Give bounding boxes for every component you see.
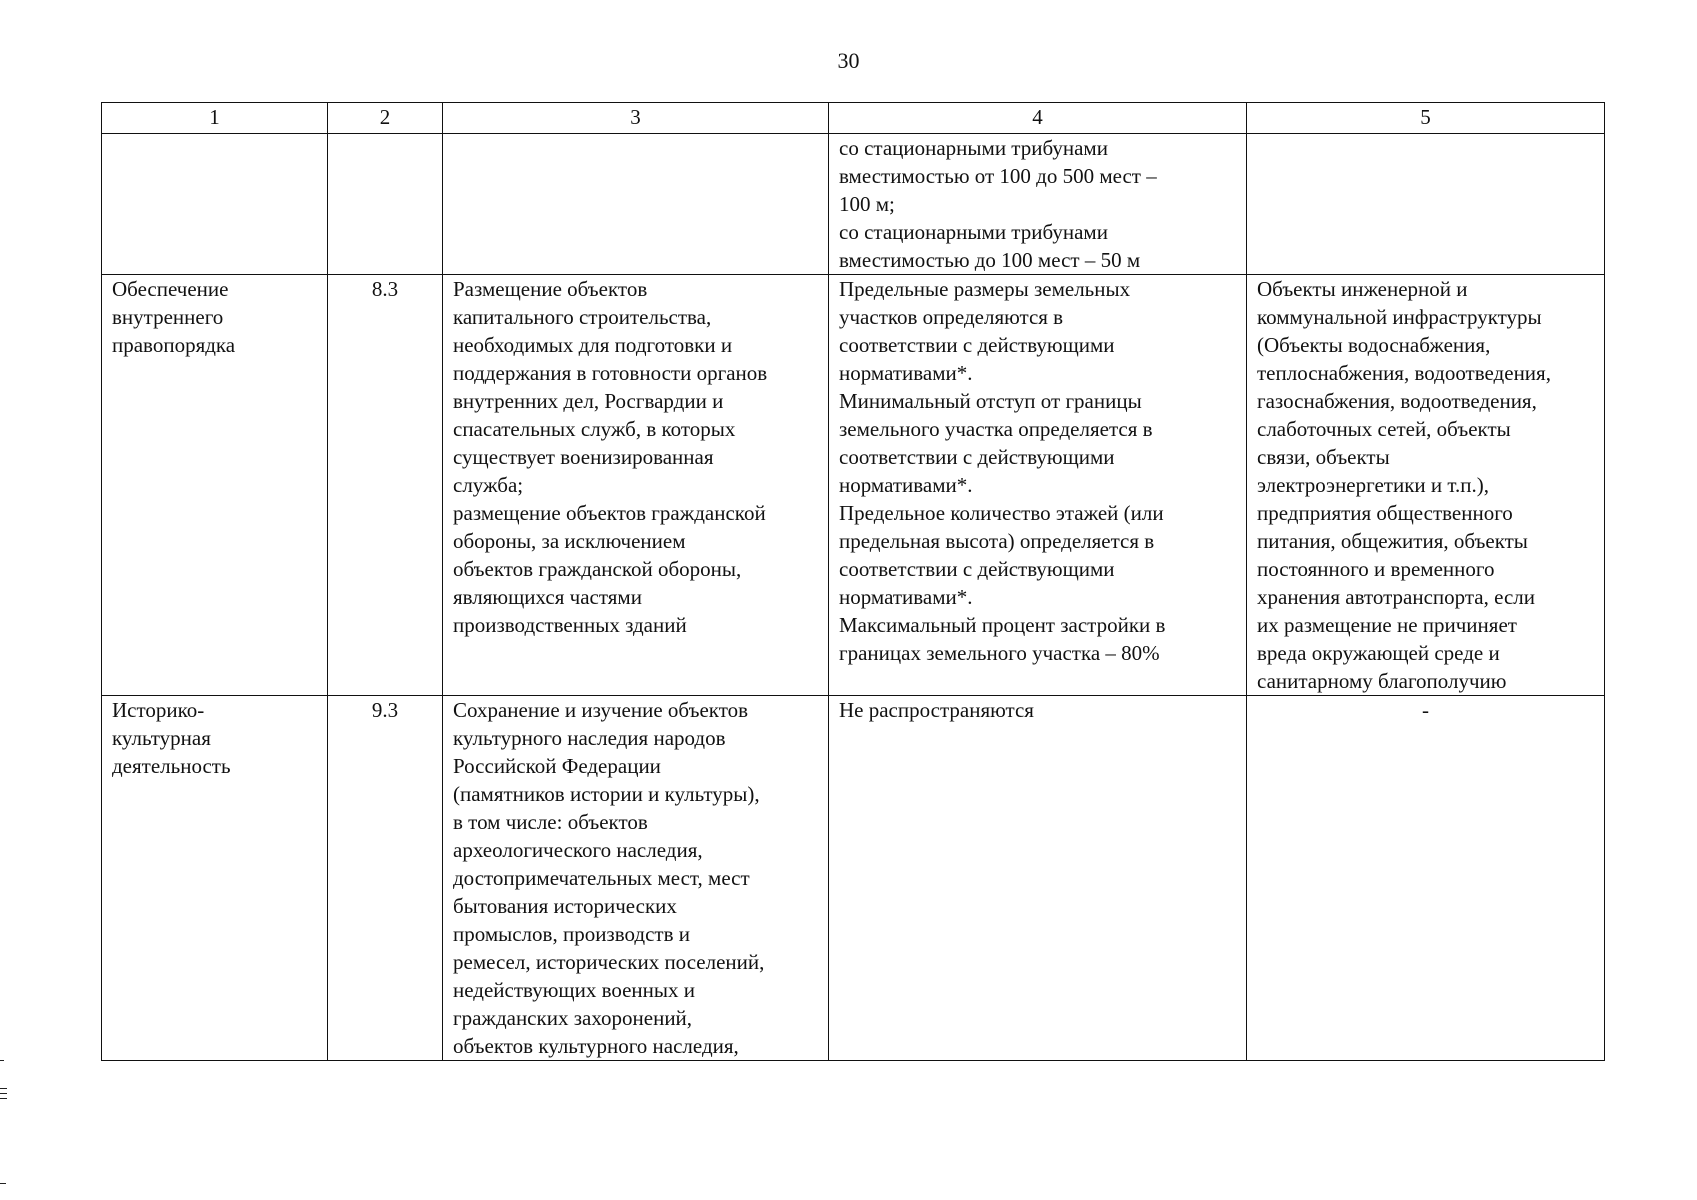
scan-margin-mark [0,1098,7,1099]
table-row [102,696,1605,1061]
cell-auxiliary-uses: - [1247,696,1605,1061]
table-header [102,103,1605,134]
scan-margin-mark [0,1183,6,1184]
cell-use-type: Обеспечение внутреннего правопорядка [102,275,328,696]
column-header-1: 1 [102,103,328,134]
scan-margin-mark [0,1088,7,1089]
cell-description: Размещение объектов капитального строительства, необходимых для подготовки и поддержания в готовности органов внутренних дел, Росгвардии и спасательных служб, в которых существует военизированная служба; размещение объектов гражданской обороны, за исключением объектов гражданской обороны, являющихся частями производственных зданий [443,275,829,696]
cell-code [328,134,443,275]
cell-description [443,134,829,275]
cell-code: 9.3 [328,696,443,1061]
cell-auxiliary-uses [1247,134,1605,275]
column-header-3: 3 [443,103,829,134]
header-row [102,103,1605,134]
page-number: 30 [837,48,860,73]
column-header-2: 2 [328,103,443,134]
cell-use-type [102,134,328,275]
cell-parameters: Предельные размеры земельных участков определяются в соответствии с действующими нормативами*. Минимальный отступ от границы земельного участка определяется в соответствии с действующими нормативами*. Предельное количество этажей (или предельная высота) определяется в соответствии с действующими нормативами*. Максимальный процент застройки в границах земельного участка – 80% [829,275,1247,696]
cell-parameters: Не распространяются [829,696,1247,1061]
cell-parameters: со стационарными трибунами вместимостью от 100 до 500 мест – 100 м; со стационарными трибунами вместимостью до 100 мест – 50 м [829,134,1247,275]
document-table [101,102,1605,1061]
table-row [102,275,1605,696]
table-body [102,134,1605,1061]
table-row [102,134,1605,275]
column-header-4: 4 [829,103,1247,134]
cell-auxiliary-uses: Объекты инженерной и коммунальной инфраструктуры (Объекты водоснабжения, теплоснабжения, водоотведения, газоснабжения, водоотведения, слаботочных сетей, объекты связи, объекты электроэнергетики и т.п.), предприятия общественного питания, общежития, объекты постоянного и временного хранения автотранспорта, если их размещение не причиняет вреда окружающей среде и санитарному благополучию [1247,275,1605,696]
column-header-5: 5 [1247,103,1605,134]
cell-use-type: Историко- культурная деятельность [102,696,328,1061]
scan-margin-mark [0,1093,7,1094]
cell-code: 8.3 [328,275,443,696]
scan-margin-mark [0,1060,4,1061]
cell-description: Сохранение и изучение объектов культурного наследия народов Российской Федерации (памятников истории и культуры), в том числе: объектов археологического наследия, достопримечательных мест, мест бытования исторических промыслов, производств и ремесел, исторических поселений, недействующих военных и гражданских захоронений, объектов культурного наследия, [443,696,829,1061]
